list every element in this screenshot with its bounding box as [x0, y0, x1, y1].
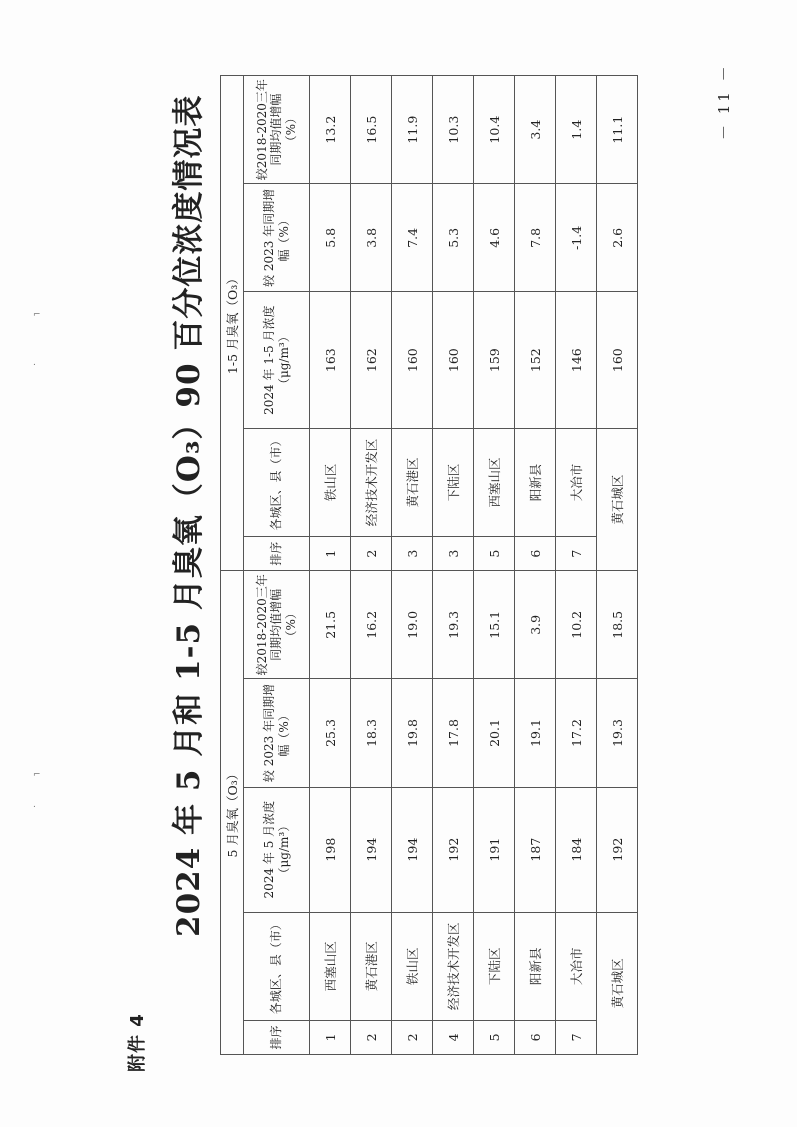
cell-rank: 5 [474, 537, 515, 571]
cell-district: 下陆区 [433, 428, 474, 536]
column-header-row [244, 76, 310, 1055]
page-title: 2024 年 5 月和 1-5 月臭氧（O₃）90 百分位浓度情况表 [171, 94, 207, 937]
cell-concentration: 160 [392, 292, 433, 429]
cell-vs-3yr: 3.9 [515, 571, 556, 679]
group-jan-may: 1-5 月臭氧（O₃） [221, 76, 244, 571]
table-row [392, 76, 433, 1055]
table-row [515, 76, 556, 1055]
cell-concentration: 187 [515, 787, 556, 912]
cell-concentration: 163 [310, 292, 351, 429]
cell-vs-3yr: 19.3 [433, 571, 474, 679]
table-row [351, 76, 392, 1055]
header-vs-2023: 较 2023 年同期增幅（%） [244, 184, 310, 292]
cell-vs-2023: 19.8 [392, 679, 433, 787]
header-vs-3yr: 较2018-2020三年同期均值增幅（%） [244, 571, 310, 679]
cell-vs-3yr: 21.5 [310, 571, 351, 679]
cell-rank: 6 [515, 1020, 556, 1054]
cell-vs-2023: 7.4 [392, 184, 433, 292]
header-vs-2023: 较 2023 年同期增幅（%） [244, 679, 310, 787]
cell-vs-3yr: 11.1 [597, 76, 638, 184]
cell-vs-3yr: 10.4 [474, 76, 515, 184]
cell-concentration: 162 [351, 292, 392, 429]
cell-district: 大冶市 [556, 912, 597, 1020]
summary-row [597, 76, 638, 1055]
table-row [474, 76, 515, 1055]
document-page: . ⌐ . ⌐ 附件 4 2024 年 5 月和 1-5 月臭氧（O₃）90 百分位浓度情况表 － 11 － 5 月臭氧（O₃） 1-5 月臭氧（O₃） 排序 各城区、县（市） 2024 年 5 月浓度（μg/m³） 较 2023 年同期增幅（%） 较2018-2020三年同期均值增幅（%） 排序 各城区、县（市） 2024 年 1-5 月浓度（μg/m³） 较 2023 年同期增幅（%） 较2018-2020三年同期均值增幅（%） 1 西塞山区 198 25.3 21.5 1 铁山区 163 5.8 13.2 2 黄石港区 194 18.3 16.2 2 经济技术开发区 162 3.8 16.5 2 铁山区 194 19.8 19.0 3 黄石港区 160 7.4 11.9 4 经济技术开发区 192 17.8 19.3 3 下陆区 160 5.3 10.3 5 下陆区 191 20.1 15.1 5 西塞山区 159 4.6 10.4 6 阳新县 187 19.1 3.9 6 阳新县 152 7.8 3.4 7 大冶市 184 17.2 10.2 7 大冶市 146 -1.4 1.4 黄石城区 192 19.3 18.5 黄石城区 160 2.6 11.1 [0, 0, 797, 1127]
cell-concentration: 159 [474, 292, 515, 429]
cell-rank: 5 [474, 1020, 515, 1054]
cell-district: 经济技术开发区 [351, 428, 392, 536]
cell-rank: 7 [556, 537, 597, 571]
cell-vs-2023: 4.6 [474, 184, 515, 292]
cell-district: 下陆区 [474, 912, 515, 1020]
cell-rank: 2 [351, 1020, 392, 1054]
cell-concentration: 192 [433, 787, 474, 912]
cell-vs-2023: 3.8 [351, 184, 392, 292]
cell-concentration: 146 [556, 292, 597, 429]
cell-concentration: 152 [515, 292, 556, 429]
header-concentration: 2024 年 1-5 月浓度（μg/m³） [244, 292, 310, 429]
header-district: 各城区、县（市） [244, 912, 310, 1020]
cell-rank: 7 [556, 1020, 597, 1054]
cell-concentration: 160 [433, 292, 474, 429]
group-may: 5 月臭氧（O₃） [221, 571, 244, 1055]
cell-vs-3yr: 16.5 [351, 76, 392, 184]
cell-vs-2023: 7.8 [515, 184, 556, 292]
cell-vs-2023: 18.3 [351, 679, 392, 787]
cell-district: 黄石港区 [392, 428, 433, 536]
cell-vs-2023: 19.3 [597, 679, 638, 787]
cell-concentration: 160 [597, 292, 638, 429]
cell-vs-3yr: 16.2 [351, 571, 392, 679]
cell-district: 西塞山区 [310, 912, 351, 1020]
cell-vs-2023: 17.2 [556, 679, 597, 787]
cell-concentration: 192 [597, 787, 638, 912]
cell-rank: 1 [310, 1020, 351, 1054]
cell-district: 西塞山区 [474, 428, 515, 536]
cell-vs-2023: 20.1 [474, 679, 515, 787]
cell-vs-2023: 25.3 [310, 679, 351, 787]
cell-vs-3yr: 15.1 [474, 571, 515, 679]
cell-district: 经济技术开发区 [433, 912, 474, 1020]
header-district: 各城区、县（市） [244, 428, 310, 536]
cell-vs-3yr: 19.0 [392, 571, 433, 679]
cell-rank: 3 [392, 537, 433, 571]
ozone-table [220, 75, 638, 1055]
page-number: － 11 － [715, 63, 733, 140]
cell-vs-3yr: 3.4 [515, 76, 556, 184]
cell-vs-3yr: 13.2 [310, 76, 351, 184]
cell-vs-3yr: 1.4 [556, 76, 597, 184]
cell-concentration: 191 [474, 787, 515, 912]
cell-concentration: 184 [556, 787, 597, 912]
header-rank: 排序 [244, 537, 310, 571]
cell-rank: 1 [310, 537, 351, 571]
cell-rank: 2 [392, 1020, 433, 1054]
cell-concentration: 198 [310, 787, 351, 912]
cell-vs-2023: 5.3 [433, 184, 474, 292]
cell-vs-3yr: 10.3 [433, 76, 474, 184]
cell-vs-2023: 17.8 [433, 679, 474, 787]
cell-vs-3yr: 18.5 [597, 571, 638, 679]
summary-label: 黄石城区 [597, 912, 638, 1054]
cell-rank: 3 [433, 537, 474, 571]
cell-vs-3yr: 11.9 [392, 76, 433, 184]
cell-vs-2023: 5.8 [310, 184, 351, 292]
header-vs-3yr: 较2018-2020三年同期均值增幅（%） [244, 76, 310, 184]
cell-district: 铁山区 [310, 428, 351, 536]
table-row [433, 76, 474, 1055]
cell-rank: 2 [351, 537, 392, 571]
cell-district: 黄石港区 [351, 912, 392, 1020]
group-header-row [221, 76, 244, 1055]
cell-vs-2023: 2.6 [597, 184, 638, 292]
table-row [310, 76, 351, 1055]
cell-vs-3yr: 10.2 [556, 571, 597, 679]
cell-rank: 4 [433, 1020, 474, 1054]
cell-vs-2023: -1.4 [556, 184, 597, 292]
cell-district: 阳新县 [515, 428, 556, 536]
header-concentration: 2024 年 5 月浓度（μg/m³） [244, 787, 310, 912]
cell-rank: 6 [515, 537, 556, 571]
cell-district: 阳新县 [515, 912, 556, 1020]
summary-label: 黄石城区 [597, 428, 638, 570]
cell-vs-2023: 19.1 [515, 679, 556, 787]
cell-concentration: 194 [351, 787, 392, 912]
table-row [556, 76, 597, 1055]
annex-label: 附件 4 [127, 1013, 148, 1072]
cell-district: 铁山区 [392, 912, 433, 1020]
cell-district: 大冶市 [556, 428, 597, 536]
header-rank: 排序 [244, 1020, 310, 1054]
cell-concentration: 194 [392, 787, 433, 912]
